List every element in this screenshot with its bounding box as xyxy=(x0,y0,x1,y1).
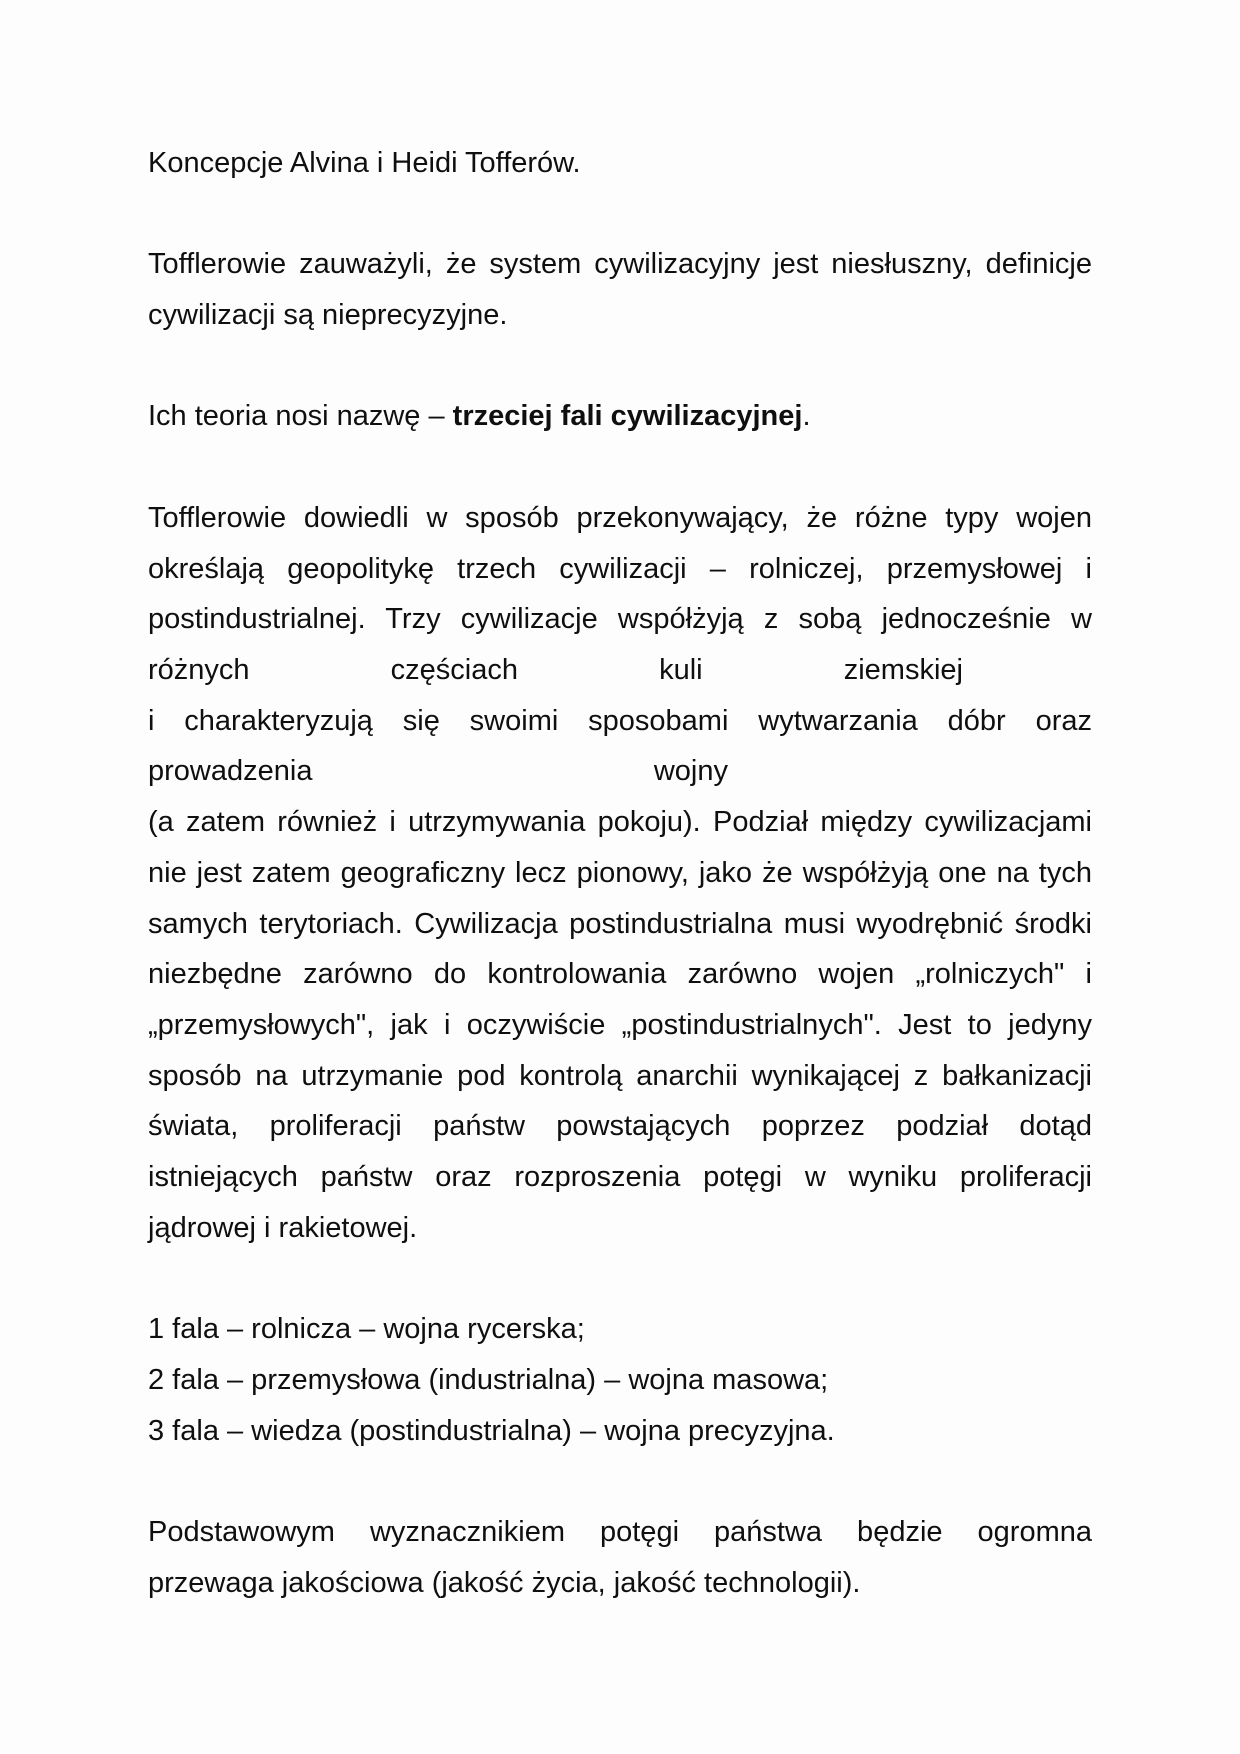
spread-word: kuli xyxy=(659,653,703,686)
list-item: 1 fala – rolnicza – wojna rycerska; xyxy=(148,1313,585,1346)
list-item: 3 fala – wiedza (postindustrialna) – wojna precyzyjna. xyxy=(148,1414,835,1447)
text-line: cywilizacji są nieprecyzyjne. xyxy=(148,299,508,332)
spread-word: wojny xyxy=(653,755,728,788)
text-line xyxy=(148,391,1092,442)
text-line: istniejących państw oraz rozproszenia potęgi w wyniku proliferacji xyxy=(148,1161,1092,1194)
bold-text: trzeciej fali cywilizacyjnej xyxy=(452,400,803,433)
paragraph xyxy=(148,239,1092,340)
text-line: „przemysłowych", jak i oczywiście „postindustrialnych". Jest to jedyny xyxy=(148,1008,1092,1041)
spread-word: ziemskiej xyxy=(843,653,963,686)
text-line: postindustrialnej. Trzy cywilizacje współżyją z sobą jednocześnie w xyxy=(148,603,1092,636)
text-line: i charakteryzują się swoimi sposobami wytwarzania dóbr oraz xyxy=(148,704,1092,737)
text-segment: . xyxy=(802,400,811,433)
spread-word: częściach xyxy=(390,653,518,686)
wave-list xyxy=(148,1304,1092,1456)
paragraph xyxy=(148,493,1092,1254)
text-line: przewaga jakościowa (jakość życia, jakość technologii). xyxy=(148,1566,861,1599)
text-line: Podstawowym wyznacznikiem potęgi państwa będzie ogromna xyxy=(148,1515,1092,1548)
text-segment: Ich teoria nosi nazwę – xyxy=(148,400,453,433)
text-line: Tofflerowie zauważyli, że system cywilizacyjny jest niesłuszny, definicje xyxy=(148,248,1092,281)
text-line: świata, proliferacji państw powstających poprzez podział dotąd xyxy=(148,1110,1092,1143)
list-item: 2 fala – przemysłowa (industrialna) – wojna masowa; xyxy=(148,1363,829,1396)
text-line: nie jest zatem geograficzny lecz pionowy, jako że współżyją one na tych xyxy=(148,856,1092,889)
text-line: samych terytoriach. Cywilizacja postindustrialna musi wyodrębnić środki xyxy=(148,907,1092,940)
document-content xyxy=(148,138,1092,1608)
title-line: Koncepcje Alvina i Heidi Tofferów. xyxy=(148,147,581,179)
paragraph xyxy=(148,391,1092,442)
spread-word: różnych xyxy=(148,653,250,686)
text-line: sposób na utrzymanie pod kontrolą anarchii wynikającej z bałkanizacji xyxy=(148,1059,1092,1092)
text-line xyxy=(148,645,963,696)
paragraph xyxy=(148,1507,1092,1608)
spread-word: prowadzenia xyxy=(148,755,313,788)
text-line: jądrowej i rakietowej. xyxy=(148,1211,418,1244)
text-line: Tofflerowie dowiedli w sposób przekonywający, że różne typy wojen xyxy=(148,501,1092,534)
text-line: określają geopolitykę trzech cywilizacji – rolniczej, przemysłowej i xyxy=(148,552,1092,585)
text-line xyxy=(148,746,728,797)
text-line: niezbędne zarówno do kontrolowania zarówno wojen „rolniczych" i xyxy=(148,958,1092,991)
document-heading xyxy=(148,138,1092,189)
text-line: (a zatem również i utrzymywania pokoju). Podział między cywilizacjami xyxy=(148,806,1092,839)
